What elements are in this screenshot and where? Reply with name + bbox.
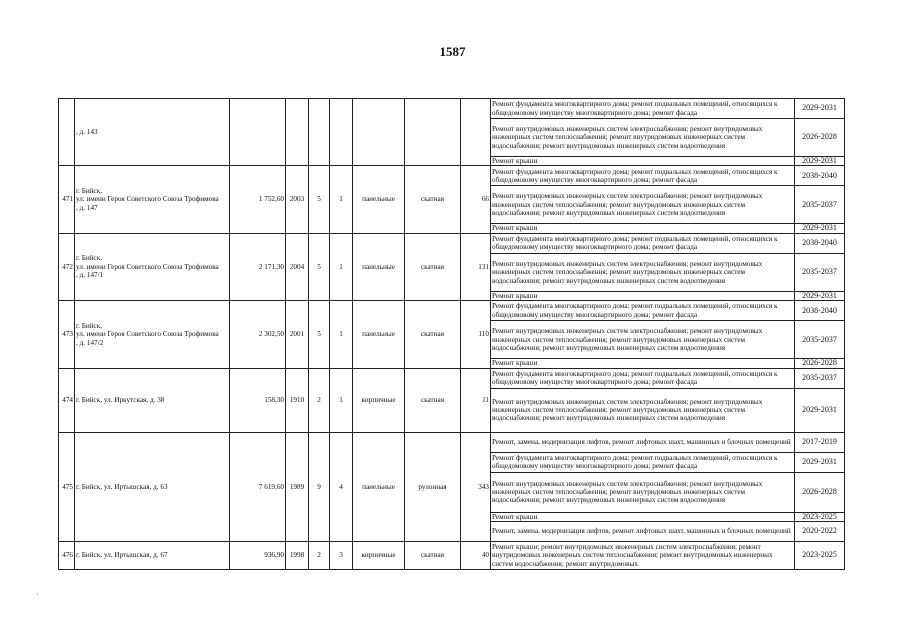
work-type-cell: Ремонт крыши bbox=[491, 359, 795, 368]
period-cell: 2029-2031 bbox=[795, 291, 845, 300]
build-year-cell: 1989 bbox=[286, 432, 309, 541]
floors-cell: 5 bbox=[309, 166, 330, 233]
page-number: 1587 bbox=[439, 44, 466, 59]
work-type-cell: Ремонт внутридомовых инженерных систем электроснабжения; ремонт внутридомовых инженерных систем теплоснабжения; ремонт внутридомовых инженерных систем водоснабжения; ремонт внутридомовых инженерных систем водоотведения bbox=[491, 119, 795, 157]
address-line: г. Бийск, bbox=[76, 321, 103, 330]
floors-cell: 5 bbox=[309, 301, 330, 368]
address-cell bbox=[75, 301, 230, 368]
work-type-cell: Ремонт внутридомовых инженерных систем электроснабжения; ремонт внутридомовых инженерных систем теплоснабжения; ремонт внутридомовых инженерных систем водоснабжения; ремонт внутридомовых инженерных систем водоотведения bbox=[491, 321, 795, 359]
work-type-cell: Ремонт фундамента многоквартирного дома; ремонт подвальных помещений, относящихся к общедомовому имуществу многоквартирного дома; ремонт фасада bbox=[491, 452, 795, 472]
address-cell bbox=[75, 99, 230, 166]
period-cell: 2023-2025 bbox=[795, 512, 845, 521]
period-cell: 2038-2040 bbox=[795, 301, 845, 321]
entrances-cell bbox=[330, 99, 353, 166]
wall-material-cell: панельные bbox=[353, 301, 405, 368]
period-cell: 2035-2037 bbox=[795, 253, 845, 291]
period-cell: 2035-2037 bbox=[795, 321, 845, 359]
floors-cell: 9 bbox=[309, 432, 330, 541]
house-number-cell: 473 bbox=[59, 301, 75, 368]
address-cell bbox=[75, 542, 230, 570]
wall-material-cell bbox=[353, 99, 405, 166]
address-line: , д. 147/2 bbox=[76, 338, 104, 347]
build-year-cell: 2001 bbox=[286, 301, 309, 368]
roof-type-cell: скатная bbox=[405, 233, 461, 300]
total-area-cell: 158,30 bbox=[230, 368, 286, 432]
build-year-cell: 2003 bbox=[286, 166, 309, 233]
build-year-cell: 1910 bbox=[286, 368, 309, 432]
total-area-cell: 936,90 bbox=[230, 542, 286, 570]
residents-count-cell: 343 bbox=[461, 432, 491, 541]
work-type-cell: Ремонт крыши bbox=[491, 224, 795, 233]
entrances-cell: 1 bbox=[330, 233, 353, 300]
residents-count-cell: 40 bbox=[461, 542, 491, 570]
roof-type-cell: скатная bbox=[405, 166, 461, 233]
work-type-cell: Ремонт крыши bbox=[491, 291, 795, 300]
address-line: ул. имени Героя Советского Союза Трофимова bbox=[76, 330, 219, 339]
work-type-cell: Ремонт крыши bbox=[491, 512, 795, 521]
table-row bbox=[59, 99, 845, 119]
address-line: ул. имени Героя Советского Союза Трофимова bbox=[76, 195, 219, 204]
period-cell: 2035-2037 bbox=[795, 368, 845, 388]
house-number-cell: 471 bbox=[59, 166, 75, 233]
period-cell: 2029-2031 bbox=[795, 388, 845, 432]
entrances-cell: 1 bbox=[330, 166, 353, 233]
wall-material-cell: панельные bbox=[353, 233, 405, 300]
period-cell: 2020-2022 bbox=[795, 522, 845, 542]
table-row bbox=[59, 542, 845, 570]
total-area-cell: 2 171,30 bbox=[230, 233, 286, 300]
house-number-cell: 474 bbox=[59, 368, 75, 432]
work-type-cell: Ремонт, замена, модернизация лифтов, ремонт лифтовых шахт, машинных и блочных помещений bbox=[491, 522, 795, 542]
period-cell: 2035-2037 bbox=[795, 186, 845, 224]
address-line: г. Бийск, bbox=[76, 254, 103, 263]
address-line: г. Бийск, ул. Иртышская, д. 63 bbox=[76, 482, 168, 491]
address-cell bbox=[75, 166, 230, 233]
table-row bbox=[59, 166, 845, 186]
period-cell: 2026-2028 bbox=[795, 472, 845, 512]
house-number-cell: 475 bbox=[59, 432, 75, 541]
floors-cell: 2 bbox=[309, 368, 330, 432]
work-type-cell: Ремонт внутридомовых инженерных систем электроснабжения; ремонт внутридомовых инженерных систем теплоснабжения; ремонт внутридомовых инженерных систем водоснабжения; ремонт внутридомовых инженерных систем водоотведения bbox=[491, 472, 795, 512]
residents-count-cell: 66 bbox=[461, 166, 491, 233]
work-type-cell: Ремонт внутридомовых инженерных систем электроснабжения; ремонт внутридомовых инженерных систем теплоснабжения; ремонт внутридомовых инженерных систем водоснабжения; ремонт внутридомовых инженерных систем водоотведения bbox=[491, 186, 795, 224]
work-type-cell: Ремонт фундамента многоквартирного дома; ремонт подвальных помещений, относящихся к общедомовому имуществу многоквартирного дома; ремонт фасада bbox=[491, 368, 795, 388]
work-type-cell: Ремонт фундамента многоквартирного дома; ремонт подвальных помещений, относящихся к общедомовому имуществу многоквартирного дома; ремонт фасада bbox=[491, 166, 795, 186]
residents-count-cell: 110 bbox=[461, 301, 491, 368]
entrances-cell: 1 bbox=[330, 368, 353, 432]
build-year-cell: 1998 bbox=[286, 542, 309, 570]
house-number-cell bbox=[59, 99, 75, 166]
housing-repair-register-table bbox=[58, 98, 845, 570]
work-type-cell: Ремонт фундамента многоквартирного дома; ремонт подвальных помещений, относящихся к общедомовому имуществу многоквартирного дома; ремонт фасада bbox=[491, 99, 795, 119]
address-line: г. Бийск, ул. Иркутская, д. 38 bbox=[76, 395, 165, 404]
work-type-cell: Ремонт внутридомовых инженерных систем электроснабжения; ремонт внутридомовых инженерных систем теплоснабжения; ремонт внутридомовых инженерных систем водоснабжения; ремонт внутридомовых инженерных систем водоотведения bbox=[491, 253, 795, 291]
period-cell: 2038-2040 bbox=[795, 166, 845, 186]
table-row bbox=[59, 368, 845, 388]
floors-cell bbox=[309, 99, 330, 166]
work-type-cell: Ремонт фундамента многоквартирного дома; ремонт подвальных помещений, относящихся к общедомовому имуществу многоквартирного дома; ремонт фасада bbox=[491, 233, 795, 253]
roof-type-cell: скатная bbox=[405, 542, 461, 570]
address-line: , д. 143 bbox=[76, 128, 98, 136]
work-type-cell: Ремонт крыши; ремонт внутридомовых инженерных систем электроснабжения; ремонт внутридомовых инженерных систем теплоснабжения; ремонт внутридомовых инженерных систем водоснабжения; ремонт внутридомовых bbox=[491, 542, 795, 570]
roof-type-cell: рулонная bbox=[405, 432, 461, 541]
wall-material-cell: панельные bbox=[353, 432, 405, 541]
wall-material-cell: панельные bbox=[353, 166, 405, 233]
address-line: , д. 147 bbox=[76, 203, 98, 212]
work-type-cell: Ремонт внутридомовых инженерных систем электроснабжения; ремонт внутридомовых инженерных систем теплоснабжения; ремонт внутридомовых инженерных систем водоснабжения; ремонт внутридомовых инженерных систем водоотведения bbox=[491, 388, 795, 432]
build-year-cell: 2004 bbox=[286, 233, 309, 300]
table-row bbox=[59, 301, 845, 321]
period-cell: 2038-2040 bbox=[795, 233, 845, 253]
period-cell: 2029-2031 bbox=[795, 224, 845, 233]
total-area-cell: 1 752,60 bbox=[230, 166, 286, 233]
work-type-cell: Ремонт крыши bbox=[491, 157, 795, 166]
table-row bbox=[59, 432, 845, 452]
wall-material-cell: кирпичные bbox=[353, 368, 405, 432]
address-line: , д. 147/1 bbox=[76, 271, 104, 280]
floors-cell: 5 bbox=[309, 233, 330, 300]
work-type-cell: Ремонт фундамента многоквартирного дома; ремонт подвальных помещений, относящихся к общедомовому имуществу многоквартирного дома; ремонт фасада bbox=[491, 301, 795, 321]
roof-type-cell: скатная bbox=[405, 301, 461, 368]
total-area-cell bbox=[230, 99, 286, 166]
period-cell: 2026-2028 bbox=[795, 359, 845, 368]
period-cell: 2023-2025 bbox=[795, 542, 845, 570]
total-area-cell: 2 302,50 bbox=[230, 301, 286, 368]
entrances-cell: 3 bbox=[330, 542, 353, 570]
address-line: ул. имени Героя Советского Союза Трофимова bbox=[76, 262, 219, 271]
residents-count-cell: 131 bbox=[461, 233, 491, 300]
entrances-cell: 4 bbox=[330, 432, 353, 541]
wall-material-cell: кирпичные bbox=[353, 542, 405, 570]
build-year-cell bbox=[286, 99, 309, 166]
period-cell: 2017-2019 bbox=[795, 432, 845, 452]
table-row bbox=[59, 233, 845, 253]
house-number-cell: 472 bbox=[59, 233, 75, 300]
address-cell bbox=[75, 233, 230, 300]
period-cell: 2029-2031 bbox=[795, 157, 845, 166]
residents-count-cell: 11 bbox=[461, 368, 491, 432]
roof-type-cell bbox=[405, 99, 461, 166]
residents-count-cell bbox=[461, 99, 491, 166]
entrances-cell: 1 bbox=[330, 301, 353, 368]
address-line: г. Бийск, ул. Иртышская, д. 67 bbox=[76, 551, 168, 560]
period-cell: 2026-2028 bbox=[795, 119, 845, 157]
floors-cell: 2 bbox=[309, 542, 330, 570]
roof-type-cell: скатная bbox=[405, 368, 461, 432]
house-number-cell: 476 bbox=[59, 542, 75, 570]
work-type-cell: Ремонт, замена, модернизация лифтов, ремонт лифтовых шахт, машинных и блочных помещений bbox=[491, 432, 795, 452]
address-cell bbox=[75, 368, 230, 432]
scan-artifact-mark: · bbox=[36, 590, 39, 599]
period-cell: 2029-2031 bbox=[795, 99, 845, 119]
address-line: г. Бийск, bbox=[76, 187, 103, 195]
address-cell bbox=[75, 432, 230, 541]
period-cell: 2029-2031 bbox=[795, 452, 845, 472]
total-area-cell: 7 619,60 bbox=[230, 432, 286, 541]
